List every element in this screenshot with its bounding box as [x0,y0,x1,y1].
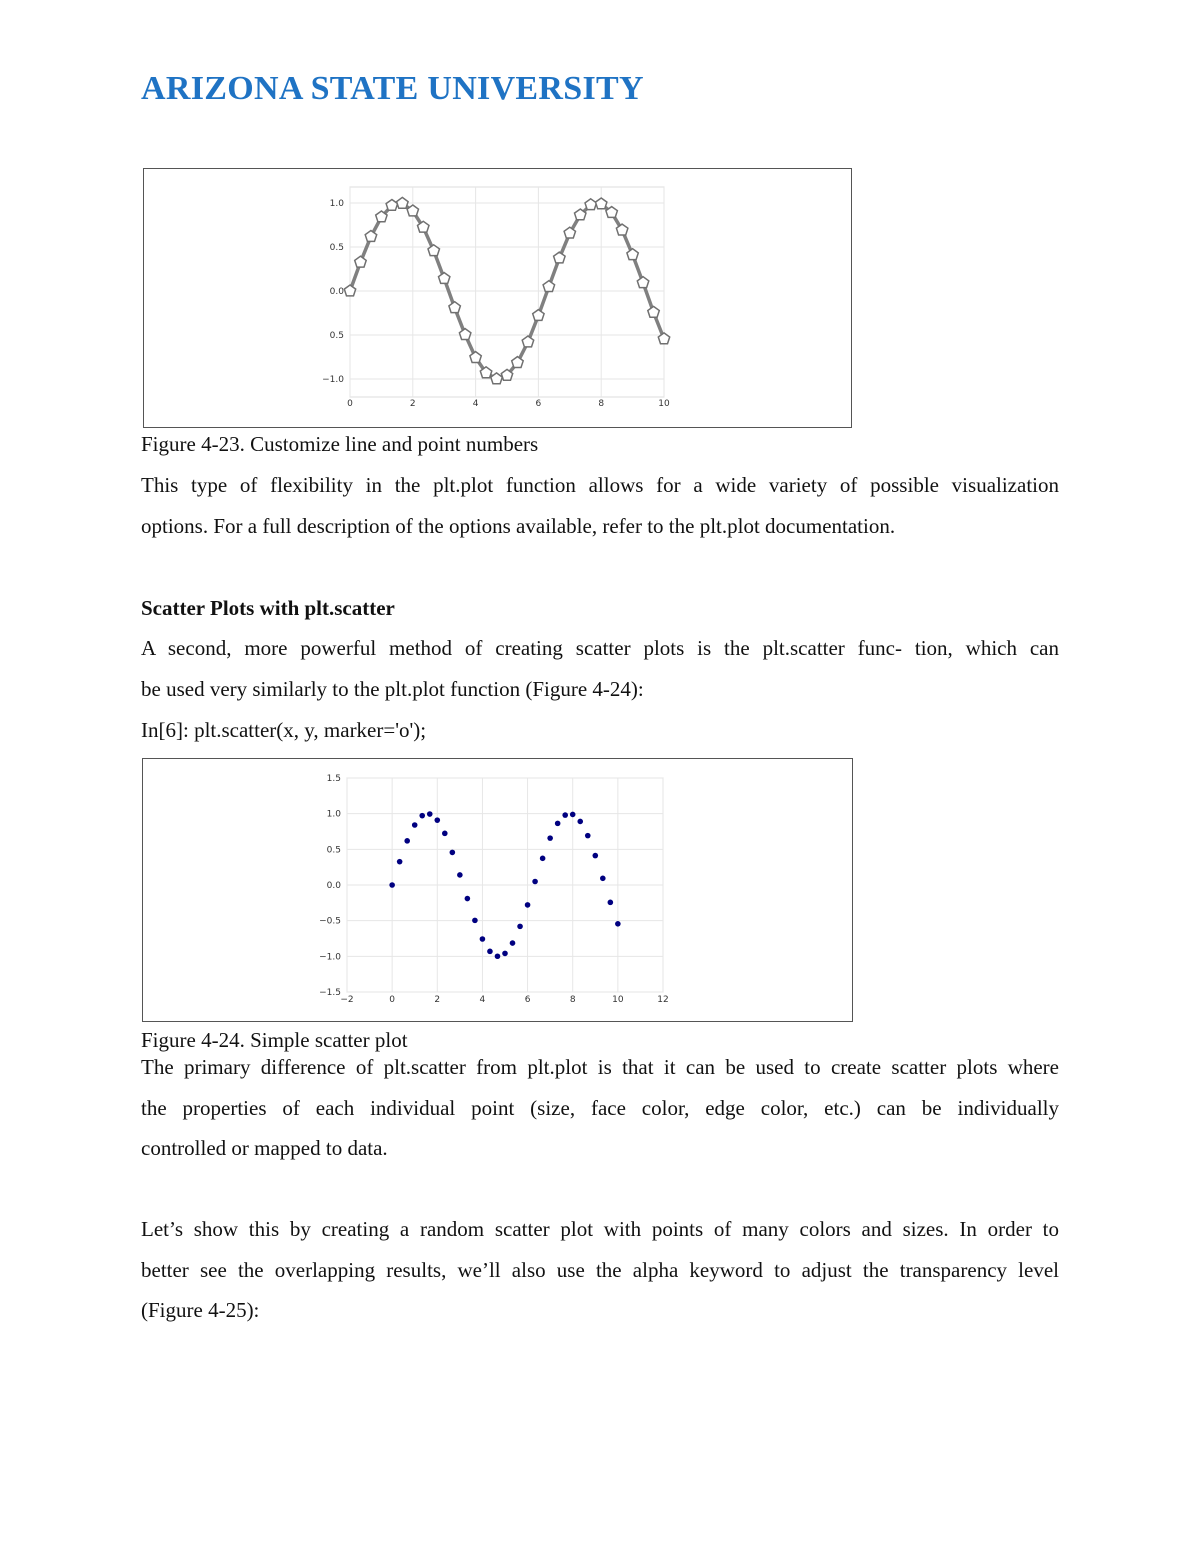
scatter-point [442,831,448,837]
scatter-point [404,838,410,844]
scatter-point [419,813,425,819]
y-tick-label: −1.0 [319,952,341,963]
paragraph-flexibility [141,465,1059,546]
paragraph-line: be used very similarly to the plt.plot function (Figure 4-24): [141,676,644,701]
scatter-point [465,896,471,902]
scatter-point [472,918,478,924]
scatter-point [502,951,508,957]
figure-4-24-caption: Figure 4-24. Simple scatter plot [141,1028,408,1052]
y-tick-label: 1.0 [326,809,341,820]
y-tick-label: 0.5 [329,243,344,253]
scatter-point [510,940,516,946]
paragraph-random-scatter [141,1209,1059,1331]
y-tick-label: −1.0 [322,375,344,385]
scatter-point [495,953,501,959]
paragraph-line: A second, more powerful method of creating scatter plots is the plt.scatter func- tion, which can [141,636,1059,660]
y-tick-label: 0.5 [329,331,344,341]
scatter-point [600,875,606,881]
x-tick-label: 4 [479,995,486,1005]
paragraph-line: The primary difference of plt.scatter from plt.plot is that it can be used to create scatter plots where [141,1055,1059,1079]
section-heading: Scatter Plots with plt.scatter [141,596,395,620]
y-tick-label: −1.5 [319,988,341,998]
y-tick-label: 1.5 [326,774,341,784]
scatter-point [427,811,433,817]
paragraph-line: options. For a full description of the options available, refer to the plt.plot documentation. [141,513,896,538]
scatter-point [480,936,486,942]
y-tick-label: −0.5 [319,916,341,927]
x-tick-label: 6 [535,399,542,409]
scatter-point [562,812,568,818]
paragraph-line: (Figure 4-25): [141,1298,260,1322]
scatter-point [525,902,531,908]
y-tick-label: 0.5 [326,845,341,856]
code-line: In[6]: plt.scatter(x, y, marker='o'); [141,718,427,742]
paragraph-line: the properties of each individual point (size, face color, edge color, etc.) can be individually [141,1095,1059,1120]
scatter-point [412,822,418,828]
figure-4-24-frame [142,758,853,1022]
x-tick-label: 8 [598,399,605,409]
scatter-point [555,821,561,827]
x-tick-label: 10 [612,995,624,1005]
figure-4-23-frame [143,168,852,428]
paragraph-scatter-intro [141,628,1059,709]
scatter-point [517,924,523,930]
scatter-point [457,872,463,878]
paragraph-line: Let’s show this by creating a random scatter plot with points of many colors and sizes. In order to [141,1217,1059,1241]
scatter-point [532,879,538,885]
scatter-point [487,949,493,955]
scatter-point [389,882,395,888]
scatter-point [540,856,546,862]
x-tick-label: 0 [389,995,396,1005]
scatter-point [577,819,583,825]
scatter-point [585,833,591,839]
paragraph-line: better see the overlapping results, we’ll also use the alpha keyword to adjust the transparency level [141,1257,1059,1282]
x-tick-label: 0 [347,399,353,409]
scatter-point [570,812,576,818]
x-tick-label: 2 [409,399,416,409]
paragraph-line: controlled or mapped to data. [141,1136,388,1160]
scatter-point [608,900,614,906]
scatter-point [397,859,403,865]
scatter-point [615,921,621,927]
x-tick-label: 4 [472,399,479,409]
y-tick-label: 1.0 [329,199,344,209]
scatter-point [592,853,598,859]
paragraph-scatter-difference [141,1047,1059,1169]
scatter-point [450,850,456,856]
paragraph-line: This type of flexibility in the plt.plot function allows for a wide variety of possible visualization [141,473,1059,497]
x-tick-label: 8 [569,995,576,1005]
x-tick-label: 2 [434,995,441,1005]
x-tick-label: 6 [524,995,531,1005]
x-tick-label: −2 [340,995,354,1005]
figure-4-23-line-chart [144,169,850,426]
scatter-point [547,835,553,841]
y-tick-label: 0.0 [329,287,344,297]
y-tick-label: 0.0 [326,881,341,891]
scatter-point [434,817,440,823]
figure-4-23-caption: Figure 4-23. Customize line and point numbers [141,432,539,456]
university-header: ARIZONA STATE UNIVERSITY [141,70,644,107]
x-tick-label: 12 [657,995,669,1005]
figure-4-24-scatter-chart [143,759,851,1020]
x-tick-label: 10 [658,399,670,409]
